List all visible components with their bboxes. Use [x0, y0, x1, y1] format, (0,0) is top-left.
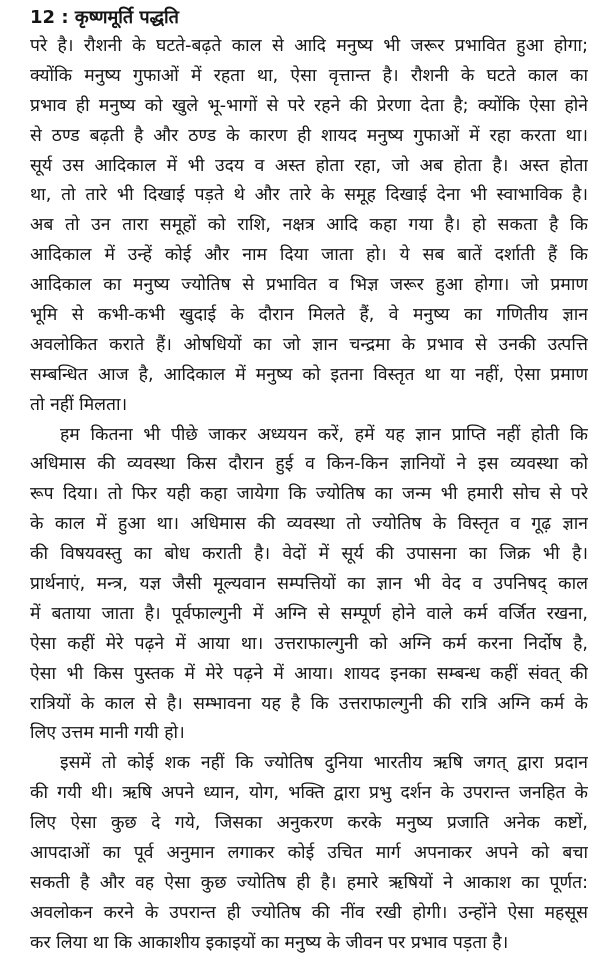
text-line: में बताया जाता है। पूर्वफाल्गुनी में अग्नि से सम्पूर्ण होने वाले कर्म वर्जित रखना, [30, 603, 588, 624]
text-line: अवलोकन करने के उपरान्त ही ज्योतिष की नींव रखी होगी। उन्होंने ऐसा महसूस [30, 902, 588, 923]
text-line: भूमि से कभी-कभी खुदाई के दौरान मिलते हैं, वे मनुष्य का गणितीय ज्ञान [30, 305, 588, 326]
text-line: के काल में हुआ था। अधिमास की व्यवस्था तो ज्योतिष के विस्तृत व गूढ़ ज्ञान [30, 514, 588, 535]
header-separator: : [61, 7, 69, 28]
text-line: ऐसा भी किस पुस्तक में मेरे पढ़ने में आया। शायद इनका सम्बन्ध कहीं संवत् की [30, 663, 588, 684]
text-line: लिए उत्तम मानी गयी हो। [30, 723, 185, 744]
text-line: ऐसा कहीं मेरे पढ़ने में आया था। उत्तराफाल्गुनी को अग्नि कर्म करना निर्दोष है, [30, 633, 588, 654]
text-line: सकती है और वह ऐसा कुछ ज्योतिष ही है। हमारे ऋषियों ने आकाश का पूर्णत: [30, 872, 588, 893]
text-line: आदिकाल में उन्हें कोई और नाम दिया जाता हो। ये सब बातें दर्शाती हैं कि [30, 245, 588, 266]
text-line: रात्रियों के काल से है। सम्भावना यह है कि उत्तराफाल्गुनी की रात्रि अग्नि कर्म के [30, 693, 588, 714]
text-line: की विषयवस्तु का बोध कराती है। वेदों में सूर्य की उपासना का जिक्र भी है। [30, 544, 588, 565]
running-header [30, 4, 588, 32]
text-line: था, तो तारे भी दिखाई पड़ते थे और तारे के समूह दिखाई देना भी स्वाभाविक है। [30, 185, 588, 206]
text-line: सूर्य उस आदिकाल में भी उदय व अस्त होता रहा, जो अब होता है। अस्त होता [30, 155, 588, 176]
text-line: कर लिया था कि आकाशीय इकाइयों का मनुष्य के जीवन पर प्रभाव पड़ता है। [30, 932, 509, 953]
text-line: परे है। रौशनी के घटते-बढ़ते काल से आदि मनुष्य भी जरूर प्रभावित हुआ होगा; [30, 36, 588, 56]
text-line: प्रार्थनाएं, मन्त्र, यज्ञ जैसी मूल्यवान सम्पत्तियों का ज्ञान भी वेद व उपनिषद् काल [30, 574, 588, 595]
text-line: हम कितना भी पीछे जाकर अध्ययन करें, हमें यह ज्ञान प्राप्ति नहीं होती कि [60, 424, 588, 445]
paragraph [30, 749, 588, 958]
text-line: आपदाओं का पूर्व अनुमान लगाकर कोई उचित मार्ग अपनाकर अपने को बचा [30, 843, 588, 864]
text-line: आदिकाल का मनुष्य ज्योतिष से प्रभावित व भिज्ञ जरूर हुआ होगा। जो प्रमाण [30, 275, 588, 296]
body-text [30, 32, 588, 959]
text-line: अवलोकित कराते हैं। ओषधियों का जो ज्ञान चन्द्रमा के प्रभाव से उनकी उत्पत्ति [30, 334, 588, 355]
paragraph [30, 421, 588, 750]
text-line: इसमें तो कोई शक नहीं कि ज्योतिष दुनिया भारतीय ऋषि जगत् द्वारा प्रदान [60, 753, 588, 774]
text-line: तो नहीं मिलता। [30, 394, 128, 415]
paragraph [30, 32, 588, 421]
text-line: सम्बन्धित आज है, आदिकाल में मनुष्य को इतना विस्तृत था या नहीं, ऐसा प्रमाण [30, 364, 588, 385]
text-line: अब तो उन तारा समूहों को राशि, नक्षत्र आदि कहा गया है। हो सकता है कि [30, 215, 588, 236]
text-line: अधिमास की व्यवस्था किस दौरान हुई व किन-किन ज्ञानियों ने इस व्यवस्था को [30, 454, 588, 475]
text-line: क्योंकि मनुष्य गुफाओं में रहता था, ऐसा वृत्तान्त है। रौशनी के घटते काल का [30, 65, 588, 86]
text-line: लिए ऐसा कुछ दे गये, जिसका अनुकरण करके मनुष्य प्रजाति अनेक कष्टों, [30, 813, 588, 834]
text-line: रूप दिया। तो फिर यही कहा जायेगा कि ज्योतिष का जन्म भी हमारी सोच से परे [30, 484, 588, 505]
page-number: 12 [30, 7, 56, 28]
chapter-title: कृष्णमूर्ति पद्धति [74, 7, 179, 28]
text-line: की गयी थी। ऋषि अपने ध्यान, योग, भक्ति द्वारा प्रभु दर्शन के उपरान्त जनहित के [30, 783, 588, 804]
text-line: से ठण्ड बढ़ती है और ठण्ड के कारण ही शायद मनुष्य गुफाओं में रहा करता था। [30, 125, 588, 146]
text-line: प्रभाव ही मनुष्य को खुले भू-भागों से परे रहने की प्रेरणा देता है; क्योंकि ऐसा होने [30, 95, 588, 116]
